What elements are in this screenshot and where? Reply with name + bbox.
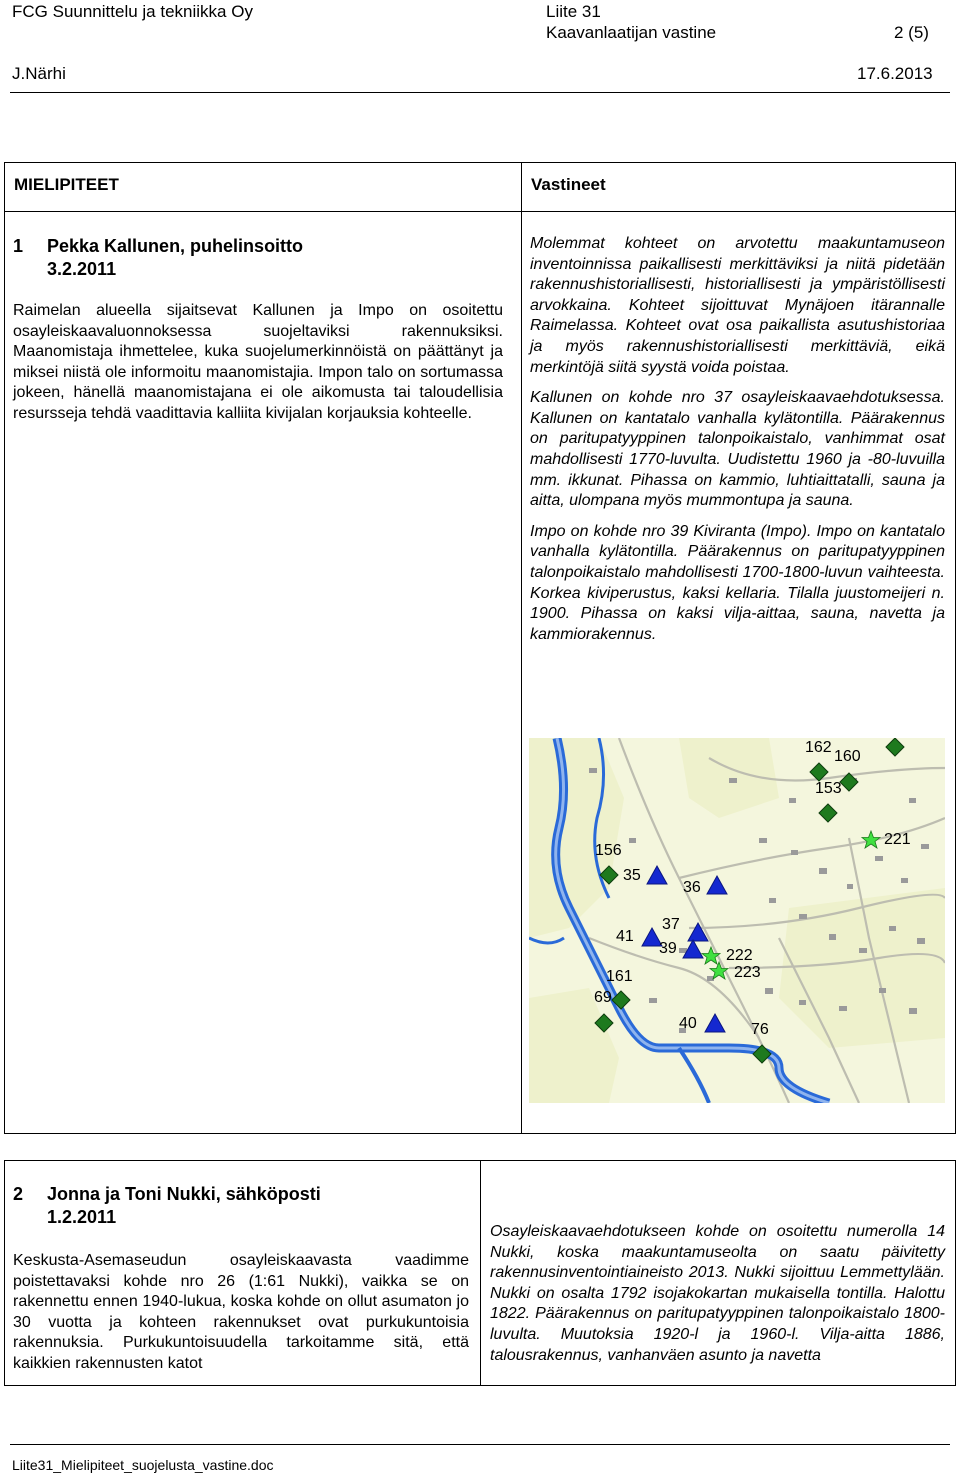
item2-opinion-text: Keskusta-Asemaseudun osayleiskaavasta vaadimme poistettavaksi kohde nro 26 (1:61 Nukki), vaikka se on rakennettu ennen 1940-lukua, koska kohde on ollut asumaton jo 30 vuotta ja kohteen rakennukset ovat purkukuntoisia rakennuksia. Purkukuntoisuudella tarkoitamme sitä, että kaikkien rakennusten katot (13, 1252, 469, 1372)
column-divider (521, 163, 522, 1133)
header-row-divider (5, 211, 955, 212)
map-triangle-36 (707, 876, 727, 894)
item1-response-para-3: Impo on kohde nro 39 Kiviranta (Impo). Impo on kantatalo vanhalla kylätontilla. Päärakennus on paritupatyyppinen talonpoikaistalo mahdollisesti 1700-1800-luvun vaihteesta. Korkea kiviperustus, kaksi kellaria. Tilalla juustomeijeri n. 1900. Pihassa on kaksi vilja-aittaa, sauna, navetta ja kammiorakennus. (530, 522, 945, 643)
item2-date: 1.2.2011 (47, 1207, 117, 1227)
map-star-221 (862, 831, 880, 848)
item2-opinion (13, 1251, 469, 1375)
column-divider-2 (480, 1161, 481, 1385)
map-label-161: 161 (606, 968, 633, 985)
map-label-222: 222 (726, 947, 753, 964)
map-label-36: 36 (683, 879, 701, 896)
map-label-41: 41 (616, 928, 634, 945)
item1-response-para-2: Kallunen on kohde nro 37 osayleiskaavaehdotuksessa. Kallunen on kantatalo vanhalla kylätontilla. Päärakennus on paritupatyyppinen talonpoikaistalo, vanhimmat osat mahdollisesti 1770-luvulta. Uudistettu 1960 ja -80-luvuilla mm. ikkunat. Pihassa on kammio, luhtiaittatalli, sauna ja aitta, ulompana myös mummontupa ja sauna. (530, 389, 945, 510)
document-date: 17.6.2013 (857, 64, 933, 83)
item2-sender: Jonna ja Toni Nukki, sähköposti (47, 1184, 321, 1204)
map-label-223: 223 (734, 964, 761, 981)
item2-title (13, 1183, 473, 1229)
author: J.Närhi (12, 64, 66, 83)
map-diamond-top (886, 738, 904, 756)
item2-number: 2 (13, 1184, 24, 1204)
column-header-responses: Vastineet (531, 175, 606, 194)
map-field (779, 888, 945, 1048)
footer-filename: Liite31_Mielipiteet_suojelusta_vastine.doc (12, 1457, 274, 1473)
map-star-222 (702, 947, 720, 964)
map-diamond-153 (819, 804, 837, 822)
item1-opinion (13, 301, 503, 425)
item2-response-text: Osayleiskaavaehdotukseen kohde on osoitettu numerolla 14 Nukki, koska maakuntamuseolta on saatu päivitetty rakennusinventointiaineisto 2013. Nukki sijoittuu Lemmettylään. Nukki on osalta 1792 isojakokartan mukaisella tontilla. Halottu 1822. Päärakennus on paritupatyyppinen talonpoikaistalo 1800-luvulta. Muutoksia 1920-l ja 1960-l. Vilja-aitta 1886, talousrakennus, vanhanväen asunto ja navetta (490, 1223, 945, 1364)
item1-number: 1 (13, 236, 24, 256)
map-label-39: 39 (659, 940, 677, 957)
map-label-69: 69 (594, 989, 612, 1006)
map-label-153: 153 (815, 780, 842, 797)
attachment-label: Liite 31 (546, 2, 601, 21)
header-divider (10, 92, 950, 93)
map-triangle-40 (705, 1014, 725, 1032)
company-name: FCG Suunnittelu ja tekniikka Oy (12, 2, 253, 21)
map-label-221: 221 (884, 831, 911, 848)
map-label-76: 76 (751, 1021, 769, 1038)
item1-response (530, 234, 945, 645)
map-label-162: 162 (805, 739, 832, 756)
column-header-opinions: MIELIPITEET (14, 175, 119, 194)
map-label-160: 160 (834, 748, 861, 765)
item1-date: 3.2.2011 (47, 259, 117, 279)
map-triangle-35 (647, 866, 667, 884)
item1-response-para-1: Molemmat kohteet on arvotettu maakuntamuseon inventoinnissa paikallisesti merkittäviksi ja niitä pidetään rakennushistoriallisesti, historiallisesti ja ympäristöllisesti arvokkaina. Kohteet sijoittuvat Mynäjoen itärannalle Raimelassa. Kohteet ovat osa paikallista asutushistoriaa ja myös rakennushistoriallisesti merkittäviä, eikä merkintöjä siitä syystä voida poistaa. (530, 235, 945, 376)
map-label-37: 37 (662, 916, 680, 933)
footer-divider (10, 1444, 950, 1445)
document-title: Kaavanlaatijan vastine (546, 23, 717, 42)
map-label-40: 40 (679, 1015, 697, 1032)
item2-response (490, 1222, 945, 1366)
map-graphics (529, 738, 945, 1103)
map-label-156: 156 (595, 842, 622, 859)
map-field (529, 738, 624, 938)
page-number: 2 (5) (894, 23, 929, 42)
item1-sender: Pekka Kallunen, puhelinsoitto (47, 236, 304, 256)
item1-title (13, 235, 503, 281)
location-map (529, 738, 945, 1103)
item1-opinion-text: Raimelan alueella sijaitsevat Kallunen ja Impo on osoitettu osayleiskaavaluonnoksessa suojeltaviksi rakennuksiksi. Maanomistaja ihmettelee, kuka suojelumerkinnöistä on päättänyt ja miksei niistä ole informoitu maanomistajia. Impon talo on sortumassa jokeen, hänellä maanomistajana ei ole aikomusta tai taloudellisia resursseja tehdä vaadittavia kalliita kivijalan korjauksia kohteelle. (13, 302, 503, 422)
map-label-35: 35 (623, 867, 641, 884)
